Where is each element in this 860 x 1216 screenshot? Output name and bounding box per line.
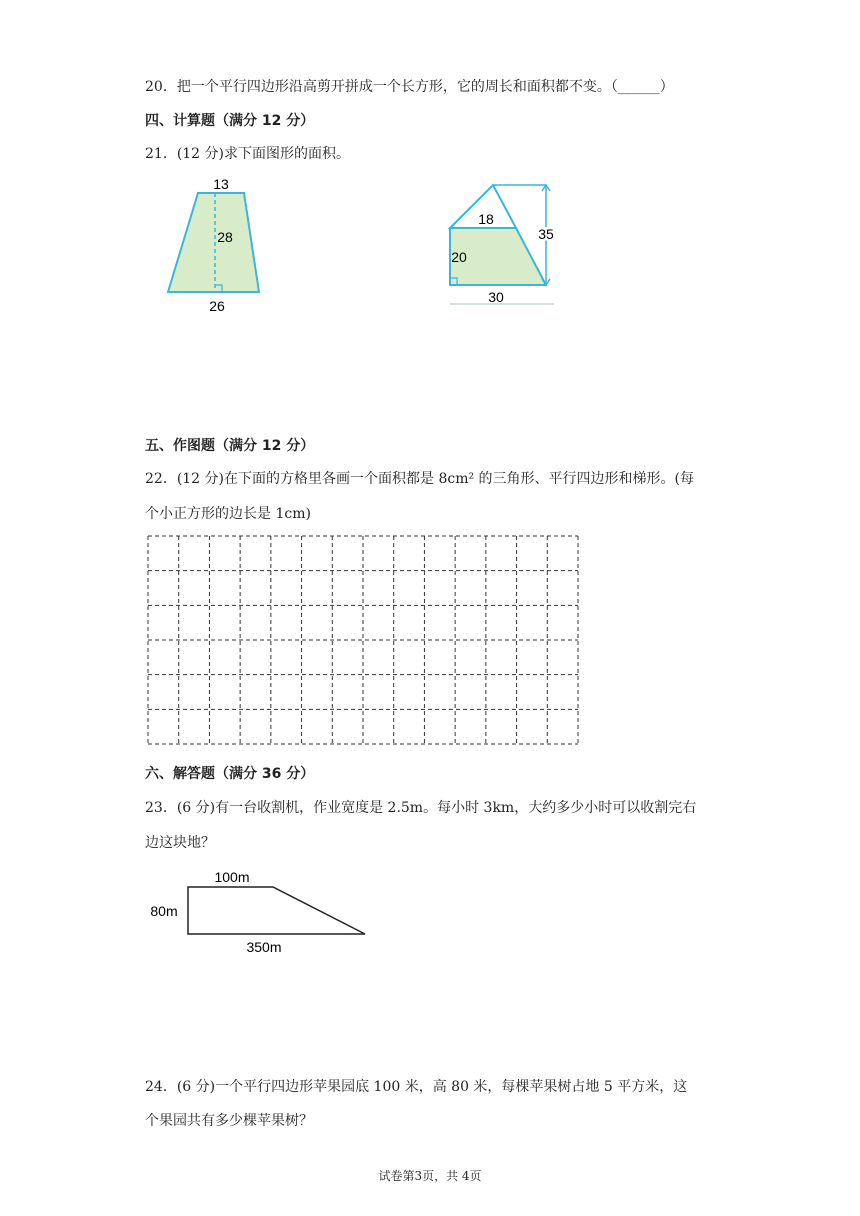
page-footer: 试卷第3页，共 4页 — [378, 1169, 482, 1183]
field-figure — [145, 865, 375, 960]
triangle-base-label: 18 — [478, 211, 494, 227]
trapezoid-height-label: 28 — [217, 229, 233, 245]
question-23-line-2: 边这块地？ — [145, 835, 215, 851]
section-5-title: 五、作图题（满分 12 分） — [145, 438, 315, 454]
question-24-line-1: 24．(6 分)一个平行四边形苹果园底 100 米，高 80 米，每棵苹果树占地 5 平方米，这 — [145, 1079, 688, 1095]
trapezoid-bottom-label: 26 — [209, 298, 225, 314]
section-6-title: 六、解答题（满分 36 分） — [145, 766, 315, 782]
question-20: 20．把一个平行四边形沿高剪开拼成一个长方形，它的周长和面积都不变。（______） — [145, 79, 674, 95]
question-21: 21．(12 分)求下面图形的面积。 — [145, 146, 351, 162]
composite-figure — [440, 175, 565, 310]
question-22-line-2: 个小正方形的边长是 1cm) — [145, 506, 311, 522]
section-4-title: 四、计算题（满分 12 分） — [145, 113, 315, 129]
question-24-line-2: 个果园共有多少棵苹果树？ — [145, 1113, 313, 1129]
trapezoid-figure — [160, 172, 270, 317]
question-23-line-1: 23．(6 分)有一台收割机，作业宽度是 2.5m。每小时 3km，大约多少小时可以收割完右 — [145, 800, 697, 816]
field-bottom-label: 350m — [246, 939, 282, 955]
trapezoid-top-label: 13 — [213, 176, 229, 192]
field-top-label: 100m — [214, 869, 250, 885]
field-side-label: 80m — [150, 903, 178, 919]
total-height-label: 35 — [538, 226, 554, 242]
dotted-grid — [147, 535, 579, 745]
rect-height-label: 20 — [451, 249, 467, 265]
question-22-line-1: 22．(12 分)在下面的方格里各画一个面积都是 8cm² 的三角形、平行四边形和梯形。(每 — [145, 471, 694, 487]
composite-base-label: 30 — [488, 289, 504, 305]
